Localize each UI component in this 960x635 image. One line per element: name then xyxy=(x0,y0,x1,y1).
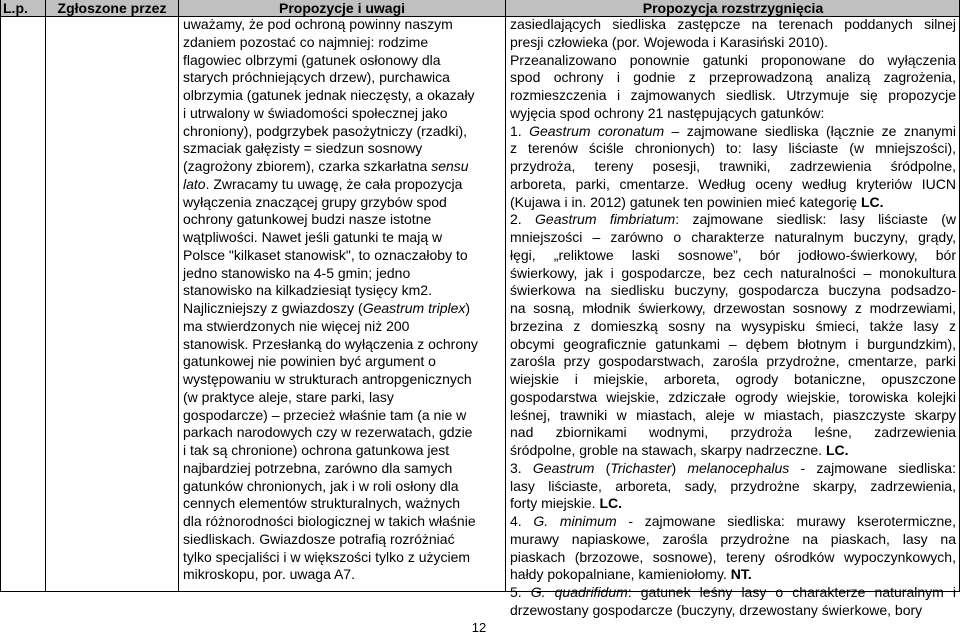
column-divider xyxy=(178,0,179,591)
text-line: najbardziej potrzebna, zarówno dla samych xyxy=(183,459,453,476)
text-line: ma stwierdzonych nie więcej niż 200 xyxy=(183,317,410,334)
text-line: Przeanalizowano ponownie gatunki proponowane do wyłączenia xyxy=(510,51,956,68)
header-resolution: Propozycja rozstrzygnięcia xyxy=(642,0,824,16)
text-line: lato. Zwracamy tu uwagę, że cała propozycja xyxy=(183,175,463,192)
text-line: 2. Geastrum fimbriatum: zajmowane siedlisk: lasy liściaste (w xyxy=(510,211,956,228)
text-line: leśnej, trawniki w miastach, aleje w miastach, piaszczyste skarpy xyxy=(510,406,956,423)
text-line: presji człowieka (por. Wojewoda i Karasiński 2010). xyxy=(510,33,828,50)
text-line: gospodarstwa wiejskie, zdziczałe ogrody wiejskie, torowiska kolejki xyxy=(510,388,956,405)
text-line: siedliskach. Gwiazdosze potrafią rozróżniać xyxy=(183,530,455,547)
text-line: 1. Geastrum coronatum – zajmowane siedliska (łącznie ze znanymi xyxy=(510,122,956,139)
text-line: wiejskie i miejskie, arboreta, ogrody botaniczne, opuszczone xyxy=(510,371,956,387)
text-line: świerkowa na siedlisku buczyny, gospodarcza buczyna podsadzo- xyxy=(510,282,956,299)
text-line: dla różnorodności biologicznej w takich właśnie xyxy=(183,513,476,529)
text-line: ochrony gatunkowej budzi nasze istotne xyxy=(183,211,432,228)
text-line: z terenów ściśle chronionych) to: lasy liściaste (w mniejszości), xyxy=(510,140,956,157)
text-line: piaskach (brzozowe, sosnowe), tereny ośrodków wypoczynkowych, xyxy=(510,548,956,565)
text-line: śródpolne, groble na stawach, skarpy nadrzeczne. LC. xyxy=(510,442,849,458)
header-proposals: Propozycje i uwagi xyxy=(278,0,406,16)
page-number: 12 xyxy=(471,620,487,635)
text-line: olbrzymia (gatunek jednak nieczęsty, a okazały xyxy=(183,87,475,103)
text-line: stanowisk. Przesłanką do wyłączenia z ochrony xyxy=(183,335,478,352)
text-line: gospodarcze) – przecież właśnie tam (a nie w xyxy=(183,406,467,423)
text-line: i tak są chronione) ochrona gatunkowa jest xyxy=(183,442,450,458)
text-line: świerkowy, jak i gospodarcze, bez cech naturalności – monokultura xyxy=(510,264,956,281)
header-lp: L.p. xyxy=(3,0,28,16)
header-submitter: Zgłoszone przez xyxy=(57,0,167,16)
text-line: forty miejskie. LC. xyxy=(510,495,623,512)
text-line: jedno stanowisko na 4-5 gmin; jedno xyxy=(183,264,411,281)
text-line: flagowiec olbrzymi (gatunek osłonowy dla xyxy=(183,51,441,68)
text-line: spod ochrony i godnie z przeprowadzoną analizą zagrożenia, xyxy=(510,69,956,86)
text-line: i utrwalony w świadomości społecznej jako xyxy=(183,104,448,121)
text-line: 3. Geastrum (Trichaster) melanocephalus - zajmowane siedliska: xyxy=(510,459,956,476)
text-line: (zagrożony zbiorem), czarka szkarłatna sensu xyxy=(183,158,469,174)
text-line: obcymi geograficznie gatunkami – dębem błotnym i burgundzkim), xyxy=(510,335,956,352)
resolution-cell xyxy=(510,16,956,620)
text-line: brzezina z domieszką sosny na wysypisku śmieci, także lasy z xyxy=(510,317,956,334)
text-line: szmaciak gałęzisty = siedzun sosnowy xyxy=(183,140,423,157)
text-line: zasiedlających siedliska zastępcze na terenach poddanych silnej xyxy=(510,16,956,32)
text-line: chroniony), podgrzybek pasożytniczy (rzadki), xyxy=(183,122,468,139)
text-line: gatunków chronionych, jak i w roli osłony dla xyxy=(183,477,459,494)
text-line: stanowisko na kilkadziesiąt tysięcy km2. xyxy=(183,282,432,299)
text-line: 4. G. minimum - zajmowane siedliska: murawy kserotermiczne, xyxy=(510,513,956,529)
proposals-cell xyxy=(183,16,503,584)
text-line: uważamy, że pod ochroną powinny naszym xyxy=(183,16,453,32)
text-line: arboreta, parki, cmentarze. Według oceny według kryteriów IUCN xyxy=(510,175,956,192)
text-line: występowaniu w strukturach antropgenicznych xyxy=(183,371,472,387)
text-line: przydroża, tereny posesji, trawniki, zadrzewienia śródpolne, xyxy=(510,158,956,174)
text-line: wyłączenia znaczącej grupy grzybów spod xyxy=(183,193,447,210)
text-line: wyjęcia spod ochrony 21 następujących gatunków: xyxy=(510,104,825,121)
table-header xyxy=(1,0,959,17)
text-line: Polsce "kilkaset stanowisk", to oznaczałoby to xyxy=(183,246,468,263)
text-line: (w praktyce aleje, stare parki, lasy xyxy=(183,388,394,405)
text-line: starych próchniejących drzew), purchawica xyxy=(183,69,450,86)
text-line: mikroskopu, por. uwaga A7. xyxy=(183,566,355,583)
text-line: gatunkowej nie powinien być argument o xyxy=(183,353,436,370)
text-line: murawy napiaskowe, zarośla przydrożne na piaskach, lasy na xyxy=(510,530,956,547)
text-line: 5. G. quadrifidum: gatunek leśny lasy o charakterze naturalnym i xyxy=(510,584,956,600)
text-line: nad zbiornikami wodnymi, przydroża leśne, zadrzewienia xyxy=(510,424,956,441)
column-divider xyxy=(505,0,506,591)
text-line: lasy liściaste, arboreta, sady, przydrożne skarpy, zadrzewienia, xyxy=(510,477,956,494)
text-line: hałdy pokopalniane, kamieniołomy. NT. xyxy=(510,566,752,583)
text-line: łęgi, „reliktowe laski sosnowe”, bór jodłowo-świerkowy, bór xyxy=(510,246,956,263)
text-line: rozmieszczenia i zajmowanych siedlisk. Utrzymuje się propozycje xyxy=(510,87,956,103)
text-line: tylko specjaliści i w większości tylko z użyciem xyxy=(183,548,471,565)
text-line: drzewostany gospodarcze (buczyny, drzewostany świerkowe, bory xyxy=(510,601,923,618)
text-line: zarośla przy gospodarstwach, zarośla przydrożne, cmentarze, parki xyxy=(510,353,956,370)
text-line: (Kujawa i in. 2012) gatunek ten powinien mieć kategorię LC. xyxy=(510,193,884,210)
text-line: na sosną, młodnik świerkowy, drzewostan sosnowy z modrzewiami, xyxy=(510,300,956,316)
text-line: parkach narodowych czy w rezerwatach, gdzie xyxy=(183,424,473,441)
text-line: zdaniem pozostać co najmniej: rodzime xyxy=(183,33,429,50)
column-divider xyxy=(45,0,46,591)
text-line: cennych elementów strukturalnych, ważnych xyxy=(183,495,461,512)
text-line: wątpliwości. Nawet jeśli gatunki te mają w xyxy=(183,229,443,245)
text-line: mniejszości – zarówno o charakterze naturalnym buczyny, grądy, xyxy=(510,229,956,245)
text-line: Najliczniejszy z gwiazdoszy (Geastrum triplex) xyxy=(183,300,471,316)
